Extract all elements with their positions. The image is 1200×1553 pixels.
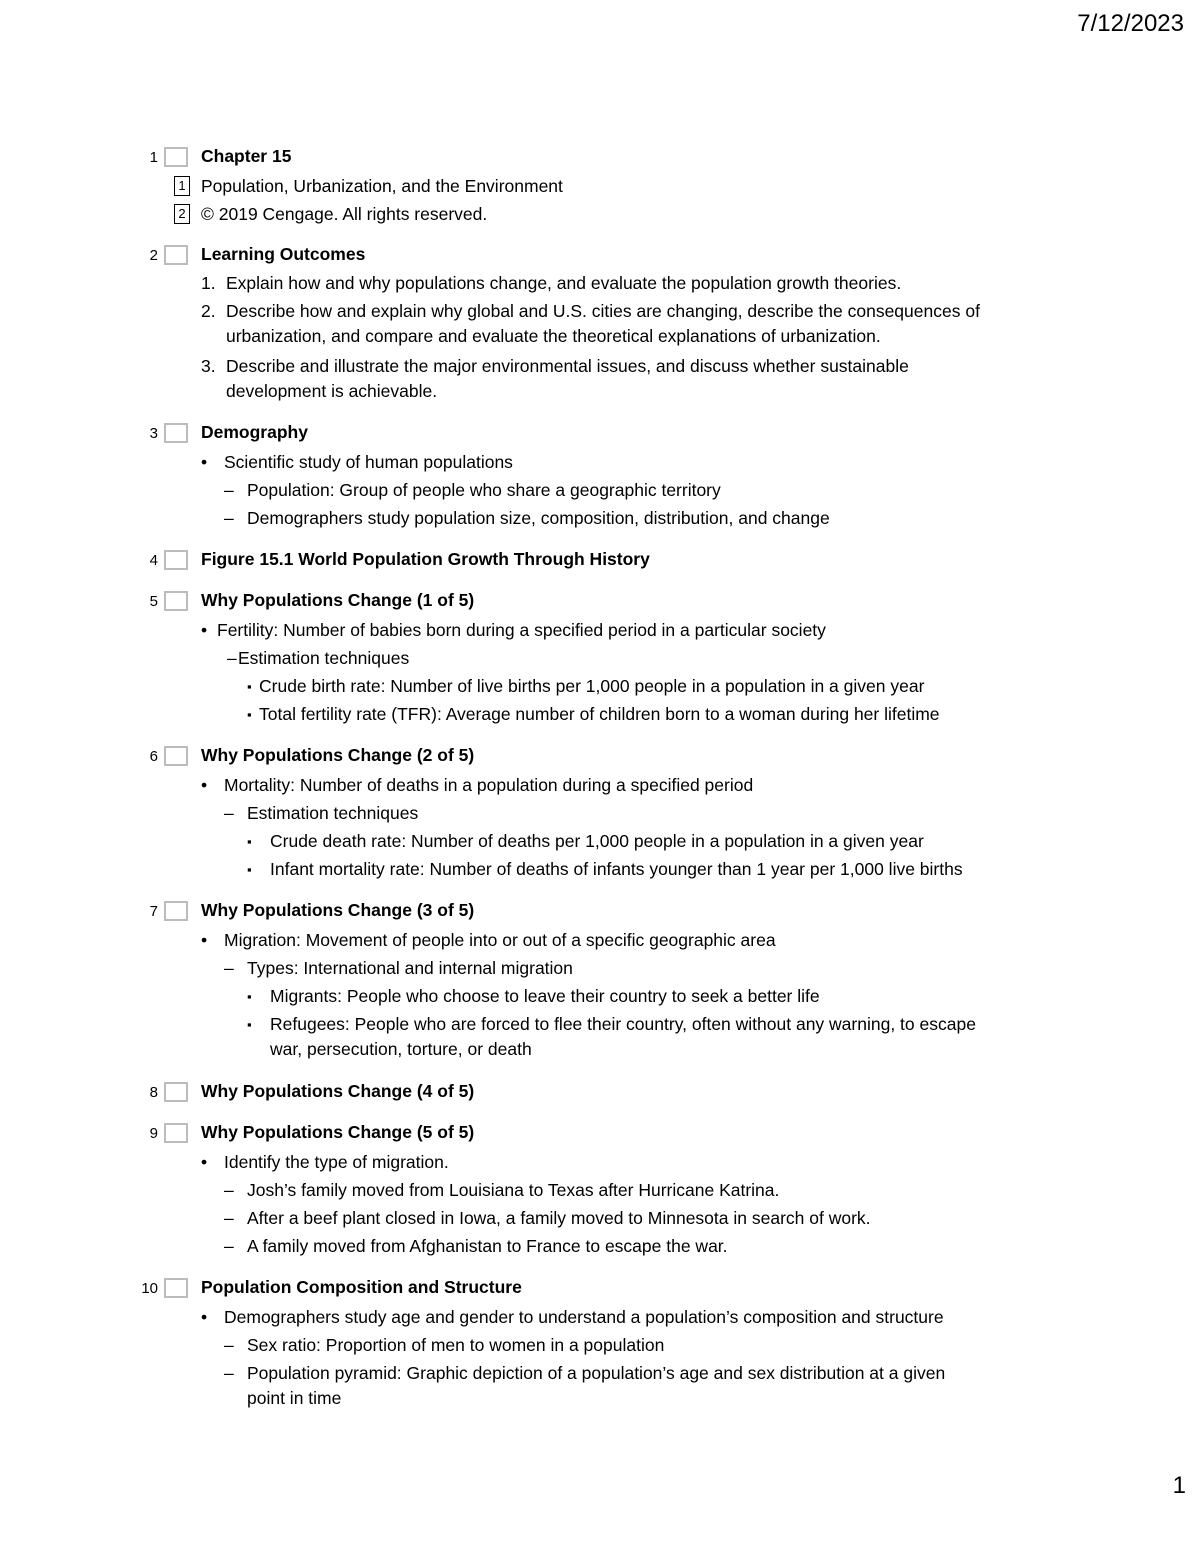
slide-number: 6 [149,748,158,765]
page-number: 1 [1172,1472,1186,1499]
list-item-text: Crude birth rate: Number of live births per 1,000 people in a population in a given year [259,676,925,696]
list-item-text: urbanization, and compare and evaluate the theoretical explanations of urbanization. [226,326,881,346]
list-item-text: Crude death rate: Number of deaths per 1,000 people in a population in a given year [270,831,924,851]
list-item-text: Mortality: Number of deaths in a population during a specified period [224,775,754,795]
dash-icon: – [224,1180,234,1200]
list-item-text: Demographers study population size, composition, distribution, and change [247,508,830,528]
bullet-icon: • [201,620,208,640]
dash-icon: – [224,958,234,978]
list-item-text: development is achievable. [226,381,438,401]
list-item-text: After a beef plant closed in Iowa, a family moved to Minnesota in search of work. [247,1208,871,1228]
slide-number: 3 [149,425,158,442]
square-bullet-icon: ▪ [247,989,252,1004]
list-item-text: Migration: Movement of people into or out of a specific geographic area [224,930,776,950]
list-item-text: Estimation techniques [238,648,410,668]
list-item-text: Describe how and explain why global and U.S. cities are changing, describe the consequences of [226,301,980,321]
slide-thumbnail-checkbox[interactable] [164,550,188,570]
bullet-icon: • [201,1307,208,1327]
list-item-text: Migrants: People who choose to leave their country to seek a better life [270,986,820,1006]
dash-icon: – [224,508,234,528]
slide-title: Why Populations Change (5 of 5) [201,1122,475,1142]
list-item-text: Josh’s family moved from Louisiana to Texas after Hurricane Katrina. [247,1180,780,1200]
slide-number: 2 [149,247,158,264]
list-item-text: Demographers study age and gender to understand a population’s composition and structure [224,1307,944,1327]
square-bullet-icon: ▪ [247,679,252,694]
slide-thumbnail-checkbox[interactable] [164,147,188,167]
list-item-text: Types: International and internal migration [247,958,573,978]
slide-number: 7 [149,903,158,920]
list-item-text: Scientific study of human populations [224,452,513,472]
square-bullet-icon: ▪ [247,1017,252,1032]
square-bullet-icon: ▪ [247,862,252,877]
slide-thumbnail-checkbox[interactable] [164,1278,188,1298]
dash-icon: – [224,1335,234,1355]
slide-number: 9 [149,1125,158,1142]
subtitle-number-box: 2 [174,204,190,224]
slide-thumbnail-checkbox[interactable] [164,591,188,611]
slide-title: Demography [201,422,308,442]
list-item-text: point in time [247,1388,342,1408]
dash-icon: – [224,1208,234,1228]
square-bullet-icon: ▪ [247,834,252,849]
bullet-icon: • [201,775,208,795]
slide-thumbnail-checkbox[interactable] [164,1123,188,1143]
dash-icon: – [224,803,234,823]
slide-number: 5 [149,593,158,610]
bullet-icon: • [201,930,208,950]
list-number: 3. [201,356,216,376]
list-item-text: Fertility: Number of babies born during a specified period in a particular society [217,620,826,640]
list-item-text: Total fertility rate (TFR): Average number of children born to a woman during her lifetime [259,704,940,724]
dash-icon: – [227,648,237,668]
slide-thumbnail-checkbox[interactable] [164,901,188,921]
slide-title: Figure 15.1 World Population Growth Through History [201,549,650,569]
slide-thumbnail-checkbox[interactable] [164,245,188,265]
slide-number: 8 [149,1084,158,1101]
slide-title: Learning Outcomes [201,244,366,264]
list-item-text: Population: Group of people who share a geographic territory [247,480,721,500]
dash-icon: – [224,1236,234,1256]
slide-title: Why Populations Change (4 of 5) [201,1081,475,1101]
print-date: 7/12/2023 [1077,10,1184,37]
slide-subtitle: © 2019 Cengage. All rights reserved. [201,204,488,224]
bullet-icon: • [201,452,208,472]
slide-title: Population Composition and Structure [201,1277,522,1297]
list-item-text: war, persecution, torture, or death [270,1039,532,1059]
slide-thumbnail-checkbox[interactable] [164,423,188,443]
list-number: 1. [201,273,216,293]
list-item-text: Refugees: People who are forced to flee their country, often without any warning, to escape [270,1014,976,1034]
subtitle-number-box: 1 [174,176,190,196]
slide-title: Why Populations Change (3 of 5) [201,900,475,920]
slide-number: 1 [149,149,158,166]
list-item-text: Identify the type of migration. [224,1152,449,1172]
slide-title: Chapter 15 [201,146,292,166]
list-item-text: Infant mortality rate: Number of deaths of infants younger than 1 year per 1,000 live births [270,859,963,879]
list-number: 2. [201,301,216,321]
slide-title: Why Populations Change (1 of 5) [201,590,475,610]
bullet-icon: • [201,1152,208,1172]
slide-number: 10 [141,1280,158,1297]
slide-title: Why Populations Change (2 of 5) [201,745,475,765]
list-item-text: Explain how and why populations change, and evaluate the population growth theories. [226,273,902,293]
slide-thumbnail-checkbox[interactable] [164,1082,188,1102]
slide-number: 4 [149,552,158,569]
square-bullet-icon: ▪ [247,707,252,722]
list-item-text: Estimation techniques [247,803,419,823]
list-item-text: Population pyramid: Graphic depiction of a population’s age and sex distribution at a given [247,1363,946,1383]
slide-thumbnail-checkbox[interactable] [164,746,188,766]
dash-icon: – [224,1363,234,1383]
slide-subtitle: Population, Urbanization, and the Environment [201,176,563,196]
list-item-text: Describe and illustrate the major environmental issues, and discuss whether sustainable [226,356,909,376]
list-item-text: Sex ratio: Proportion of men to women in a population [247,1335,665,1355]
list-item-text: A family moved from Afghanistan to France to escape the war. [247,1236,728,1256]
dash-icon: – [224,480,234,500]
